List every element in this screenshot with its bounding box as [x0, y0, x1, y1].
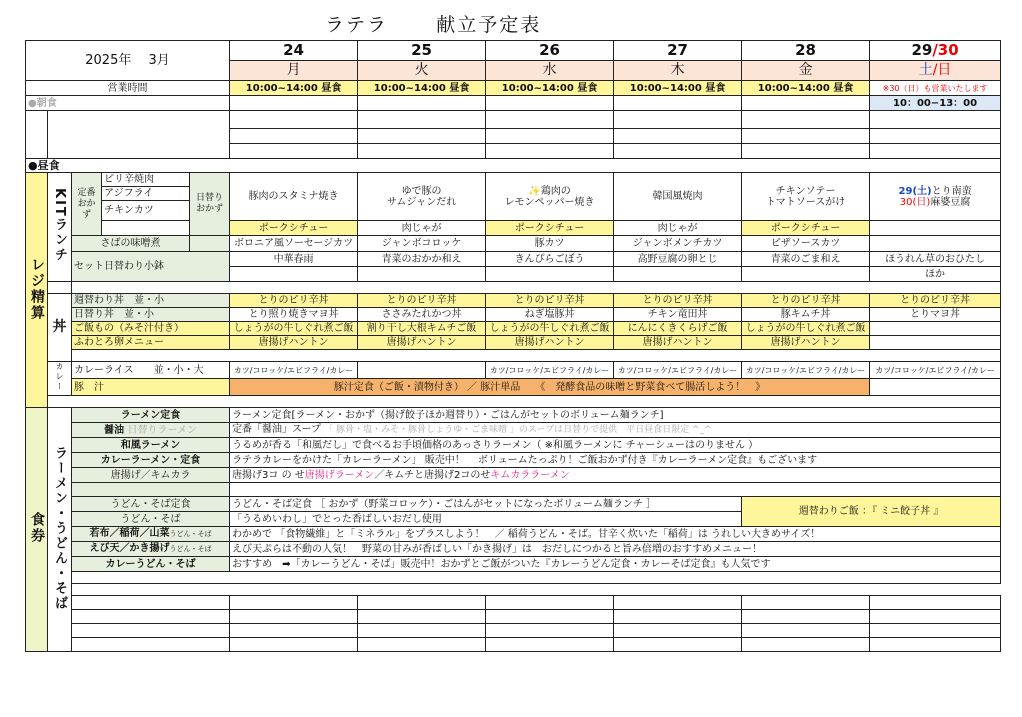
ramen-desc: うるめが香る「和風だし」で食べるお手頃価格のあっさりラーメン（ ※和風ラーメンに チャーシューはのりません ）: [230, 438, 1001, 453]
teiban-item: [102, 221, 190, 236]
hours-24: 10:00~14:00 昼食: [230, 81, 358, 96]
tonjiru-label: 豚 汁: [72, 379, 230, 396]
don-cell: 唐揚げハントン: [358, 336, 486, 350]
kit-sub2: ピザソースカツ: [742, 236, 870, 252]
udon-desc: おすすめ ➡「カレーうどん・そば」販売中！おかずとご飯がついた『カレーうどん定食・カレーそば定食』も人気です: [230, 557, 1001, 572]
curry-label: カレー: [48, 362, 72, 396]
ramen-desc: ラーメン定食[ラーメン・おかず（揚げ餃子ほか週替り）・ごはんがセットのボリューム麺ランチ]: [230, 408, 1001, 423]
page-title: ラテラ 献立予定表: [325, 14, 542, 36]
kit-main-weekend: 29(土)とり南蛮 30(日)麻婆豆腐: [870, 173, 1001, 221]
don-cell: とりのピリ辛丼: [230, 294, 358, 308]
udon-label: カレーうどん・そば: [72, 557, 230, 572]
kobachi: [742, 267, 870, 282]
teiban-item: アジフライ: [102, 187, 190, 201]
curry-cell: [358, 362, 486, 379]
kit-sub2: ジャンボメンチカツ: [614, 236, 742, 252]
don-cell: ねぎ塩豚丼: [486, 308, 614, 322]
day-27: 27: [614, 41, 742, 61]
don-cell: とりのピリ辛丼: [614, 294, 742, 308]
don-cell: にんにくきくらげご飯: [614, 322, 742, 336]
curry-cell: カツ/コロッケ/エビフライ/カレー: [742, 362, 870, 379]
don-cell: チキン竜田丼: [614, 308, 742, 322]
set-kobachi-label: セット日替わり小鉢: [72, 252, 230, 282]
kobachi: [230, 267, 358, 282]
don-row-label: ご飯もの（みそ汁付き）: [72, 322, 230, 336]
don-cell: とりのピリ辛丼: [742, 294, 870, 308]
kit-label: KITランチ: [48, 173, 72, 282]
don-cell: とりのピリ辛丼: [486, 294, 614, 308]
don-row-label: ふわとろ卵メニュー: [72, 336, 230, 350]
ramen-desc: 唐揚げ3コ の せ唐揚げラーメン／キムチと唐揚げ2コのせキムカララーメン: [230, 468, 1001, 483]
kit-main-27: 韓国風焼肉: [614, 173, 742, 221]
kit-main-25: ゆで豚の サムジャンだれ: [358, 173, 486, 221]
kobachi: [358, 267, 486, 282]
kit-sub1: 肉じゃが: [358, 221, 486, 236]
udon-label: えび天／かき揚げうどん・そば: [72, 542, 230, 557]
don-cell: とり照り焼きマヨ丼: [230, 308, 358, 322]
day-24: 24: [230, 41, 358, 61]
day-29-30: 29/30: [870, 41, 1001, 61]
teiban-item: チキンカツ: [102, 201, 190, 221]
udon-desc: うどん・そば定食 ［ おかず（野菜コロッケ）・ごはんがセットになったボリューム麺ランチ ］: [230, 497, 742, 512]
period: 2025年 3月: [26, 41, 230, 81]
don-label: 丼: [48, 294, 72, 362]
ramen-label: 唐揚げ／キムカラ: [72, 468, 230, 483]
kobachi: 青菜のごま和え: [742, 252, 870, 267]
kobachi: 青菜のおかか和え: [358, 252, 486, 267]
day-25: 25: [358, 41, 486, 61]
kit-main-24: 豚肉のスタミナ焼き: [230, 173, 358, 221]
don-cell: とりマヨ丼: [870, 308, 1001, 322]
weekday-wed: 水: [486, 61, 614, 81]
reji-label: レジ精算: [26, 173, 48, 408]
day-26: 26: [486, 41, 614, 61]
curry-cell: カツ/コロッケ/エビフライ/カレー: [230, 362, 358, 379]
kit-sub1: ポークシチュー: [486, 221, 614, 236]
kobachi: 中華春雨: [230, 252, 358, 267]
ramen-label: 醤油 日替りラーメン: [72, 423, 230, 438]
don-cell: [870, 336, 1001, 350]
day-28: 28: [742, 41, 870, 61]
don-cell: とりのピリ辛丼: [870, 294, 1001, 308]
kit-sub1: [870, 221, 1001, 236]
don-cell: 豚キムチ丼: [742, 308, 870, 322]
menu-schedule-table: [25, 40, 1001, 652]
weekday-tue: 火: [358, 61, 486, 81]
lunch-label: ●昼食: [26, 159, 1001, 173]
curry-cell: カツ/コロッケ/エビフライ/カレー: [870, 362, 1001, 379]
kobachi: ほか: [870, 267, 1001, 282]
kit-sub2: ボロニア風ソーセージカツ: [230, 236, 358, 252]
weekday-fri: 金: [742, 61, 870, 81]
shokken-label: 食券: [26, 408, 48, 652]
don-cell: ささみたれかつ丼: [358, 308, 486, 322]
weekday-sat-sun: 土/日: [870, 61, 1001, 81]
kobachi: [614, 267, 742, 282]
don-cell: [870, 322, 1001, 336]
don-cell: しょうがの牛しぐれ煮ご飯: [230, 322, 358, 336]
udon-label: 若布／稲荷／山菜うどん・そば: [72, 527, 230, 542]
ramen-desc: ラテラカレーをかけた「カレーラーメン」 販売中！ ボリュームたっぷり！ご飯おかず付き『カレーラーメン定食』もございます: [230, 453, 1001, 468]
hours-26: 10:00~14:00 昼食: [486, 81, 614, 96]
tonjiru-desc: 豚汁定食（ご飯・漬物付き） ／ 豚汁単品 《 発酵食品の味噌と野菜食べて腸活しよう！ 》: [230, 379, 870, 396]
udon-desc: わかめで 「食物繊維」と「ミネラル」をプラスしよう！ ／ 稲荷うどん・そば。甘辛く炊いた「稲荷」は うれしい大きめサイズ！: [230, 527, 1001, 542]
teiban-label: 定番おかず: [72, 173, 102, 236]
breakfast-label: ●朝食: [26, 96, 230, 111]
don-row-label: 日替り丼 並・小: [72, 308, 230, 322]
don-cell: 割り干し大根キムチご飯: [358, 322, 486, 336]
higawari-label: 日替りおかず: [190, 173, 230, 236]
hours-label: 営業時間: [26, 81, 230, 96]
ramen-group-label: ラーメン・うどん・そば: [48, 408, 72, 652]
weekend-note: ※30（日）も営業いたします: [870, 81, 1001, 96]
kobachi: ほうれん草のおひたし: [870, 252, 1001, 267]
udon-desc: えび天ぷらは不動の人気！ 野菜の甘みが香ばしい「かき揚げ」は おだしにつかると旨み倍増のおすすめメニュー！: [230, 542, 1001, 557]
curry-rice-label: カレーライス 並・小・大: [72, 362, 230, 379]
hours-28: 10:00~14:00 昼食: [742, 81, 870, 96]
curry-cell: カツ/コロッケ/エビフライ/カレー: [486, 362, 614, 379]
weekday-thu: 木: [614, 61, 742, 81]
weekly-gohan: 週替わりご飯 ：『 ミニ餃子丼 』: [742, 497, 1001, 527]
weekend-hours: 10：00−13：00: [870, 96, 1001, 111]
teiban-item: ピリ辛焼肉: [102, 173, 190, 187]
teiban-item: さばの味噌煮: [72, 236, 190, 252]
curry-cell: カツ/コロッケ/エビフライ/カレー: [614, 362, 742, 379]
don-cell: 唐揚げハントン: [614, 336, 742, 350]
don-cell: 唐揚げハントン: [230, 336, 358, 350]
udon-label: うどん・そば定食: [72, 497, 230, 512]
don-cell: しょうがの牛しぐれ煮ご飯: [486, 322, 614, 336]
ramen-label: ラーメン定食: [72, 408, 230, 423]
kobachi: 高野豆腐の卵とじ: [614, 252, 742, 267]
hours-27: 10:00~14:00 昼食: [614, 81, 742, 96]
kit-sub1: ポークシチュー: [230, 221, 358, 236]
kit-main-28: チキンソテー トマトソースがけ: [742, 173, 870, 221]
kit-sub2: [870, 236, 1001, 252]
kit-sub2: 豚カツ: [486, 236, 614, 252]
kit-main-26: ✨鶏肉の レモンペッパー焼き: [486, 173, 614, 221]
kobachi: きんぴらごぼう: [486, 252, 614, 267]
don-row-label: 週替わり丼 並・小: [72, 294, 230, 308]
don-cell: 唐揚げハントン: [742, 336, 870, 350]
kit-sub1: 肉じゃが: [614, 221, 742, 236]
kit-sub2: ジャンボコロッケ: [358, 236, 486, 252]
don-cell: 唐揚げハントン: [486, 336, 614, 350]
don-cell: とりのピリ辛丼: [358, 294, 486, 308]
udon-desc: 「うるめいわし」でとった香ばしいおだし使用: [230, 512, 742, 527]
don-cell: しょうがの牛しぐれ煮ご飯: [742, 322, 870, 336]
udon-label: うどん・そば: [72, 512, 230, 527]
ramen-label: 和風ラーメン: [72, 438, 230, 453]
kobachi: [486, 267, 614, 282]
ramen-desc: 定番「醤油」スープ 「 豚骨・塩・みそ・豚骨しょうゆ・ごま味噌 」のスープは日替りで提供 平日昼食日限定 ^_^: [230, 423, 1001, 438]
ramen-label: カレーラーメン・定食: [72, 453, 230, 468]
weekday-mon: 月: [230, 61, 358, 81]
hours-25: 10:00~14:00 昼食: [358, 81, 486, 96]
kit-sub1: ポークシチュー: [742, 221, 870, 236]
